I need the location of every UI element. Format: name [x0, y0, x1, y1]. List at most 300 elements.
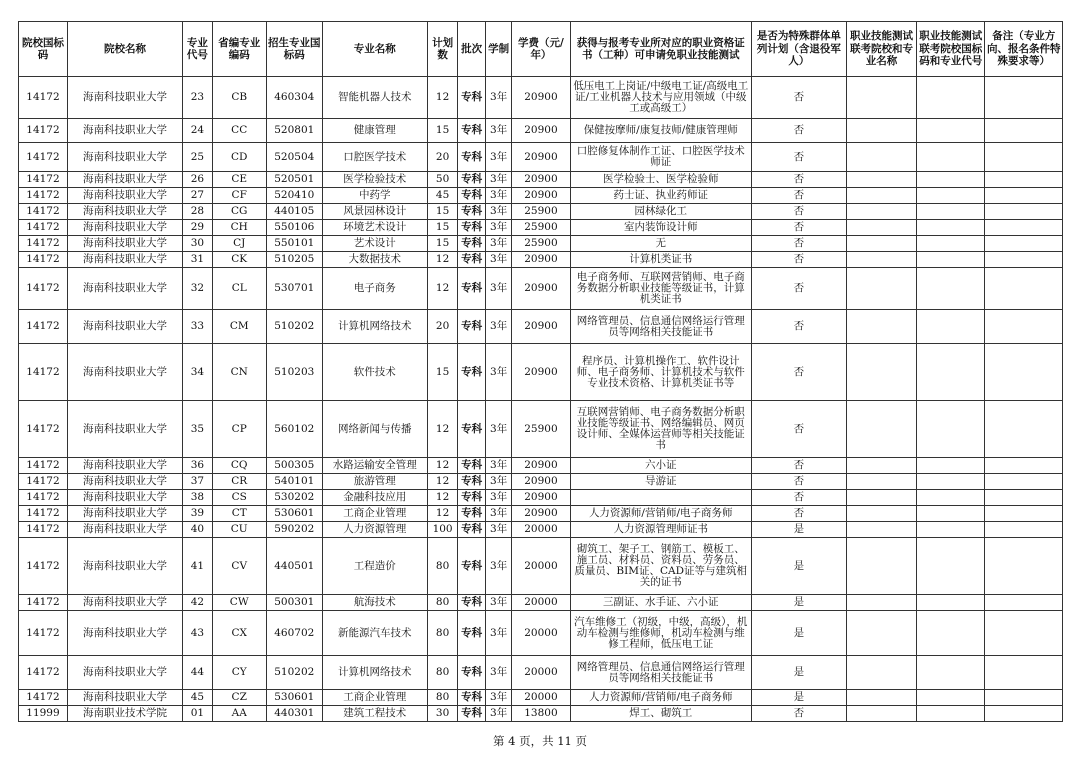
- school-name-cell: 海南科技职业大学: [67, 310, 182, 344]
- certificate-cell: 汽车维修工（初级，中级，高级），机动车检测与维修师，机动车检测与维修工程师，低压电工证: [570, 611, 751, 656]
- remarks-cell: [985, 690, 1063, 706]
- table-row: [19, 506, 1063, 522]
- table-row: [19, 236, 1063, 252]
- remarks-cell: [985, 310, 1063, 344]
- duration-cell: 3年: [485, 506, 512, 522]
- remarks-cell: [985, 656, 1063, 690]
- tuition-cell: 20900: [512, 188, 570, 204]
- special-plan-cell: 否: [751, 77, 846, 119]
- major-name-cell: 电子商务: [322, 268, 427, 310]
- special-plan-cell: 否: [751, 252, 846, 268]
- tuition-cell: 20900: [512, 119, 570, 143]
- duration-cell: 3年: [485, 656, 512, 690]
- remarks-cell: [985, 706, 1063, 722]
- school-code-cell: 14172: [19, 172, 68, 188]
- joint-test-code-cell: [917, 268, 985, 310]
- column-header: 院校国标码: [19, 22, 68, 77]
- tuition-cell: 20000: [512, 611, 570, 656]
- school-code-cell: 14172: [19, 401, 68, 458]
- remarks-cell: [985, 188, 1063, 204]
- special-plan-cell: 否: [751, 474, 846, 490]
- joint-test-code-cell: [917, 656, 985, 690]
- major-no-cell: 30: [183, 236, 213, 252]
- batch-cell: 专科: [458, 401, 486, 458]
- school-name-cell: 海南科技职业大学: [67, 268, 182, 310]
- joint-test-name-cell: [846, 706, 916, 722]
- joint-test-name-cell: [846, 119, 916, 143]
- duration-cell: 3年: [485, 268, 512, 310]
- tuition-cell: 20900: [512, 474, 570, 490]
- major-no-cell: 36: [183, 458, 213, 474]
- table-row: [19, 188, 1063, 204]
- duration-cell: 3年: [485, 401, 512, 458]
- plan-count-cell: 80: [427, 538, 458, 595]
- joint-test-name-cell: [846, 656, 916, 690]
- special-plan-cell: 否: [751, 119, 846, 143]
- duration-cell: 3年: [485, 474, 512, 490]
- national-code-cell: 540101: [266, 474, 322, 490]
- batch-cell: 专科: [458, 538, 486, 595]
- national-code-cell: 440105: [266, 204, 322, 220]
- joint-test-code-cell: [917, 458, 985, 474]
- school-code-cell: 14172: [19, 236, 68, 252]
- major-name-cell: 工程造价: [322, 538, 427, 595]
- duration-cell: 3年: [485, 522, 512, 538]
- province-code-cell: CZ: [212, 690, 266, 706]
- school-name-cell: 海南科技职业大学: [67, 690, 182, 706]
- national-code-cell: 500305: [266, 458, 322, 474]
- joint-test-name-cell: [846, 401, 916, 458]
- certificate-cell: 人力资源管理师证书: [570, 522, 751, 538]
- remarks-cell: [985, 220, 1063, 236]
- major-no-cell: 42: [183, 595, 213, 611]
- column-header: 学费（元/年）: [512, 22, 570, 77]
- school-code-cell: 14172: [19, 252, 68, 268]
- major-name-cell: 计算机网络技术: [322, 310, 427, 344]
- school-code-cell: 14172: [19, 490, 68, 506]
- remarks-cell: [985, 490, 1063, 506]
- joint-test-code-cell: [917, 143, 985, 172]
- batch-cell: 专科: [458, 474, 486, 490]
- duration-cell: 3年: [485, 77, 512, 119]
- plan-count-cell: 80: [427, 595, 458, 611]
- batch-cell: 专科: [458, 188, 486, 204]
- major-no-cell: 35: [183, 401, 213, 458]
- batch-cell: 专科: [458, 522, 486, 538]
- province-code-cell: CX: [212, 611, 266, 656]
- batch-cell: 专科: [458, 236, 486, 252]
- remarks-cell: [985, 458, 1063, 474]
- table-row: [19, 474, 1063, 490]
- special-plan-cell: 否: [751, 401, 846, 458]
- special-plan-cell: 否: [751, 236, 846, 252]
- joint-test-name-cell: [846, 268, 916, 310]
- duration-cell: 3年: [485, 690, 512, 706]
- province-code-cell: CC: [212, 119, 266, 143]
- column-header: 专业代号: [183, 22, 213, 77]
- joint-test-name-cell: [846, 458, 916, 474]
- major-name-cell: 工商企业管理: [322, 506, 427, 522]
- column-header: 职业技能测试联考院校国标码和专业代号: [917, 22, 985, 77]
- national-code-cell: 510205: [266, 252, 322, 268]
- table-row: [19, 656, 1063, 690]
- major-no-cell: 38: [183, 490, 213, 506]
- remarks-cell: [985, 506, 1063, 522]
- national-code-cell: 550101: [266, 236, 322, 252]
- special-plan-cell: 否: [751, 490, 846, 506]
- tuition-cell: 25900: [512, 236, 570, 252]
- batch-cell: 专科: [458, 119, 486, 143]
- joint-test-name-cell: [846, 204, 916, 220]
- remarks-cell: [985, 595, 1063, 611]
- table-row: [19, 77, 1063, 119]
- school-name-cell: 海南科技职业大学: [67, 220, 182, 236]
- table-row: [19, 344, 1063, 401]
- special-plan-cell: 否: [751, 204, 846, 220]
- duration-cell: 3年: [485, 220, 512, 236]
- table-row: [19, 522, 1063, 538]
- remarks-cell: [985, 143, 1063, 172]
- major-name-cell: 工商企业管理: [322, 690, 427, 706]
- joint-test-code-cell: [917, 706, 985, 722]
- national-code-cell: 510203: [266, 344, 322, 401]
- remarks-cell: [985, 77, 1063, 119]
- major-name-cell: 中药学: [322, 188, 427, 204]
- major-no-cell: 45: [183, 690, 213, 706]
- plan-count-cell: 15: [427, 236, 458, 252]
- duration-cell: 3年: [485, 344, 512, 401]
- tuition-cell: 20900: [512, 268, 570, 310]
- plan-count-cell: 12: [427, 490, 458, 506]
- national-code-cell: 500301: [266, 595, 322, 611]
- province-code-cell: CN: [212, 344, 266, 401]
- remarks-cell: [985, 611, 1063, 656]
- major-name-cell: 旅游管理: [322, 474, 427, 490]
- special-plan-cell: 否: [751, 310, 846, 344]
- school-name-cell: 海南科技职业大学: [67, 458, 182, 474]
- major-no-cell: 29: [183, 220, 213, 236]
- joint-test-code-cell: [917, 506, 985, 522]
- certificate-cell: 低压电工上岗证/中级电工证/高级电工证/工业机器人技术与应用领域（中级工或高级工）: [570, 77, 751, 119]
- column-header: 计划数: [427, 22, 458, 77]
- batch-cell: 专科: [458, 656, 486, 690]
- school-code-cell: 14172: [19, 611, 68, 656]
- table-row: [19, 220, 1063, 236]
- plan-count-cell: 20: [427, 310, 458, 344]
- joint-test-code-cell: [917, 401, 985, 458]
- joint-test-code-cell: [917, 172, 985, 188]
- school-code-cell: 14172: [19, 506, 68, 522]
- major-name-cell: 人力资源管理: [322, 522, 427, 538]
- duration-cell: 3年: [485, 611, 512, 656]
- special-plan-cell: 否: [751, 344, 846, 401]
- batch-cell: 专科: [458, 595, 486, 611]
- joint-test-code-cell: [917, 490, 985, 506]
- duration-cell: 3年: [485, 538, 512, 595]
- major-name-cell: 计算机网络技术: [322, 656, 427, 690]
- remarks-cell: [985, 344, 1063, 401]
- province-code-cell: CJ: [212, 236, 266, 252]
- school-name-cell: 海南科技职业大学: [67, 172, 182, 188]
- major-no-cell: 27: [183, 188, 213, 204]
- province-code-cell: CM: [212, 310, 266, 344]
- certificate-cell: 人力资源师/营销师/电子商务师: [570, 690, 751, 706]
- school-code-cell: 14172: [19, 538, 68, 595]
- duration-cell: 3年: [485, 188, 512, 204]
- certificate-cell: 人力资源师/营销师/电子商务师: [570, 506, 751, 522]
- batch-cell: 专科: [458, 458, 486, 474]
- joint-test-name-cell: [846, 252, 916, 268]
- duration-cell: 3年: [485, 706, 512, 722]
- major-name-cell: 建筑工程技术: [322, 706, 427, 722]
- school-name-cell: 海南科技职业大学: [67, 143, 182, 172]
- national-code-cell: 440301: [266, 706, 322, 722]
- special-plan-cell: 是: [751, 522, 846, 538]
- school-name-cell: 海南科技职业大学: [67, 474, 182, 490]
- plan-count-cell: 12: [427, 458, 458, 474]
- plan-count-cell: 12: [427, 252, 458, 268]
- special-plan-cell: 否: [751, 268, 846, 310]
- national-code-cell: 460702: [266, 611, 322, 656]
- table-row: [19, 143, 1063, 172]
- national-code-cell: 590202: [266, 522, 322, 538]
- remarks-cell: [985, 172, 1063, 188]
- joint-test-code-cell: [917, 204, 985, 220]
- column-header: 招生专业国标码: [266, 22, 322, 77]
- remarks-cell: [985, 204, 1063, 220]
- tuition-cell: 20900: [512, 310, 570, 344]
- major-name-cell: 水路运输安全管理: [322, 458, 427, 474]
- plan-count-cell: 80: [427, 690, 458, 706]
- joint-test-name-cell: [846, 236, 916, 252]
- major-no-cell: 23: [183, 77, 213, 119]
- school-code-cell: 14172: [19, 595, 68, 611]
- duration-cell: 3年: [485, 595, 512, 611]
- major-name-cell: 软件技术: [322, 344, 427, 401]
- remarks-cell: [985, 522, 1063, 538]
- tuition-cell: 20900: [512, 506, 570, 522]
- province-code-cell: CT: [212, 506, 266, 522]
- province-code-cell: CD: [212, 143, 266, 172]
- batch-cell: 专科: [458, 344, 486, 401]
- province-code-cell: CR: [212, 474, 266, 490]
- table-row: [19, 690, 1063, 706]
- joint-test-name-cell: [846, 143, 916, 172]
- column-header: 备注（专业方向、报名条件特殊要求等）: [985, 22, 1063, 77]
- school-name-cell: 海南科技职业大学: [67, 188, 182, 204]
- joint-test-name-cell: [846, 220, 916, 236]
- joint-test-code-cell: [917, 690, 985, 706]
- school-name-cell: 海南科技职业大学: [67, 522, 182, 538]
- major-no-cell: 44: [183, 656, 213, 690]
- province-code-cell: CQ: [212, 458, 266, 474]
- special-plan-cell: 否: [751, 143, 846, 172]
- certificate-cell: 程序员、计算机操作工、软件设计师、电子商务师、计算机技术与软件专业技术资格、计算机类证书等: [570, 344, 751, 401]
- major-no-cell: 25: [183, 143, 213, 172]
- joint-test-name-cell: [846, 172, 916, 188]
- table-row: [19, 119, 1063, 143]
- national-code-cell: 520501: [266, 172, 322, 188]
- province-code-cell: CE: [212, 172, 266, 188]
- joint-test-name-cell: [846, 611, 916, 656]
- joint-test-name-cell: [846, 595, 916, 611]
- major-no-cell: 40: [183, 522, 213, 538]
- joint-test-name-cell: [846, 474, 916, 490]
- batch-cell: 专科: [458, 310, 486, 344]
- national-code-cell: 530601: [266, 690, 322, 706]
- tuition-cell: 13800: [512, 706, 570, 722]
- special-plan-cell: 否: [751, 220, 846, 236]
- joint-test-name-cell: [846, 188, 916, 204]
- column-header: 省编专业编码: [212, 22, 266, 77]
- school-code-cell: 14172: [19, 268, 68, 310]
- major-no-cell: 32: [183, 268, 213, 310]
- joint-test-code-cell: [917, 220, 985, 236]
- major-name-cell: 健康管理: [322, 119, 427, 143]
- school-code-cell: 14172: [19, 119, 68, 143]
- duration-cell: 3年: [485, 458, 512, 474]
- school-name-cell: 海南职业技术学院: [67, 706, 182, 722]
- major-no-cell: 31: [183, 252, 213, 268]
- special-plan-cell: 否: [751, 458, 846, 474]
- duration-cell: 3年: [485, 490, 512, 506]
- certificate-cell: 六小证: [570, 458, 751, 474]
- province-code-cell: CH: [212, 220, 266, 236]
- column-header: 获得与报考专业所对应的职业资格证书（工种）可申请免职业技能测试: [570, 22, 751, 77]
- column-header: 是否为特殊群体单列计划（含退役军人）: [751, 22, 846, 77]
- remarks-cell: [985, 474, 1063, 490]
- certificate-cell: 医学检验士、医学检验师: [570, 172, 751, 188]
- certificate-cell: 电子商务师、互联网营销师、电子商务数据分析职业技能等级证书，计算机类证书: [570, 268, 751, 310]
- tuition-cell: 20000: [512, 538, 570, 595]
- special-plan-cell: 否: [751, 506, 846, 522]
- duration-cell: 3年: [485, 310, 512, 344]
- certificate-cell: 口腔修复体制作工证、口腔医学技术师证: [570, 143, 751, 172]
- major-no-cell: 43: [183, 611, 213, 656]
- joint-test-code-cell: [917, 611, 985, 656]
- duration-cell: 3年: [485, 143, 512, 172]
- joint-test-name-cell: [846, 506, 916, 522]
- certificate-cell: 计算机类证书: [570, 252, 751, 268]
- plan-count-cell: 15: [427, 344, 458, 401]
- batch-cell: 专科: [458, 611, 486, 656]
- page-footer: 第 4 页，共 11 页: [492, 734, 588, 748]
- column-header: 院校名称: [67, 22, 182, 77]
- joint-test-name-cell: [846, 690, 916, 706]
- province-code-cell: AA: [212, 706, 266, 722]
- joint-test-name-cell: [846, 310, 916, 344]
- remarks-cell: [985, 252, 1063, 268]
- special-plan-cell: 否: [751, 188, 846, 204]
- national-code-cell: 520801: [266, 119, 322, 143]
- national-code-cell: 520504: [266, 143, 322, 172]
- school-name-cell: 海南科技职业大学: [67, 236, 182, 252]
- special-plan-cell: 是: [751, 595, 846, 611]
- batch-cell: 专科: [458, 268, 486, 310]
- province-code-cell: CU: [212, 522, 266, 538]
- certificate-cell: 园林绿化工: [570, 204, 751, 220]
- tuition-cell: 25900: [512, 220, 570, 236]
- major-name-cell: 智能机器人技术: [322, 77, 427, 119]
- joint-test-code-cell: [917, 595, 985, 611]
- joint-test-code-cell: [917, 344, 985, 401]
- table-row: [19, 458, 1063, 474]
- school-name-cell: 海南科技职业大学: [67, 204, 182, 220]
- major-name-cell: 医学检验技术: [322, 172, 427, 188]
- plan-count-cell: 80: [427, 656, 458, 690]
- major-name-cell: 网络新闻与传播: [322, 401, 427, 458]
- remarks-cell: [985, 268, 1063, 310]
- table-row: [19, 204, 1063, 220]
- batch-cell: 专科: [458, 172, 486, 188]
- school-name-cell: 海南科技职业大学: [67, 595, 182, 611]
- province-code-cell: CS: [212, 490, 266, 506]
- plan-count-cell: 15: [427, 204, 458, 220]
- major-no-cell: 39: [183, 506, 213, 522]
- plan-count-cell: 12: [427, 506, 458, 522]
- province-code-cell: CY: [212, 656, 266, 690]
- duration-cell: 3年: [485, 119, 512, 143]
- major-name-cell: 金融科技应用: [322, 490, 427, 506]
- major-name-cell: 新能源汽车技术: [322, 611, 427, 656]
- tuition-cell: 20000: [512, 690, 570, 706]
- major-no-cell: 26: [183, 172, 213, 188]
- joint-test-code-cell: [917, 236, 985, 252]
- major-no-cell: 24: [183, 119, 213, 143]
- major-no-cell: 37: [183, 474, 213, 490]
- joint-test-name-cell: [846, 538, 916, 595]
- school-code-cell: 14172: [19, 143, 68, 172]
- national-code-cell: 440501: [266, 538, 322, 595]
- major-name-cell: 环境艺术设计: [322, 220, 427, 236]
- certificate-cell: 互联网营销师、电子商务数据分析职业技能等级证书、网络编辑员、网页设计师、全媒体运营师等相关技能证书: [570, 401, 751, 458]
- special-plan-cell: 是: [751, 538, 846, 595]
- national-code-cell: 520410: [266, 188, 322, 204]
- column-header: 批次: [458, 22, 486, 77]
- joint-test-code-cell: [917, 188, 985, 204]
- joint-test-name-cell: [846, 344, 916, 401]
- tuition-cell: 25900: [512, 401, 570, 458]
- joint-test-name-cell: [846, 522, 916, 538]
- joint-test-code-cell: [917, 119, 985, 143]
- school-code-cell: 14172: [19, 474, 68, 490]
- major-name-cell: 艺术设计: [322, 236, 427, 252]
- table-row: [19, 172, 1063, 188]
- major-no-cell: 33: [183, 310, 213, 344]
- school-name-cell: 海南科技职业大学: [67, 77, 182, 119]
- batch-cell: 专科: [458, 490, 486, 506]
- joint-test-code-cell: [917, 77, 985, 119]
- batch-cell: 专科: [458, 252, 486, 268]
- table-row: [19, 595, 1063, 611]
- batch-cell: 专科: [458, 220, 486, 236]
- special-plan-cell: 是: [751, 611, 846, 656]
- plan-count-cell: 12: [427, 77, 458, 119]
- remarks-cell: [985, 119, 1063, 143]
- major-name-cell: 风景园林设计: [322, 204, 427, 220]
- school-name-cell: 海南科技职业大学: [67, 252, 182, 268]
- tuition-cell: 20900: [512, 143, 570, 172]
- province-code-cell: CP: [212, 401, 266, 458]
- plan-count-cell: 45: [427, 188, 458, 204]
- province-code-cell: CB: [212, 77, 266, 119]
- province-code-cell: CW: [212, 595, 266, 611]
- national-code-cell: 510202: [266, 656, 322, 690]
- school-code-cell: 14172: [19, 204, 68, 220]
- national-code-cell: 460304: [266, 77, 322, 119]
- tuition-cell: 20000: [512, 595, 570, 611]
- table-row: [19, 310, 1063, 344]
